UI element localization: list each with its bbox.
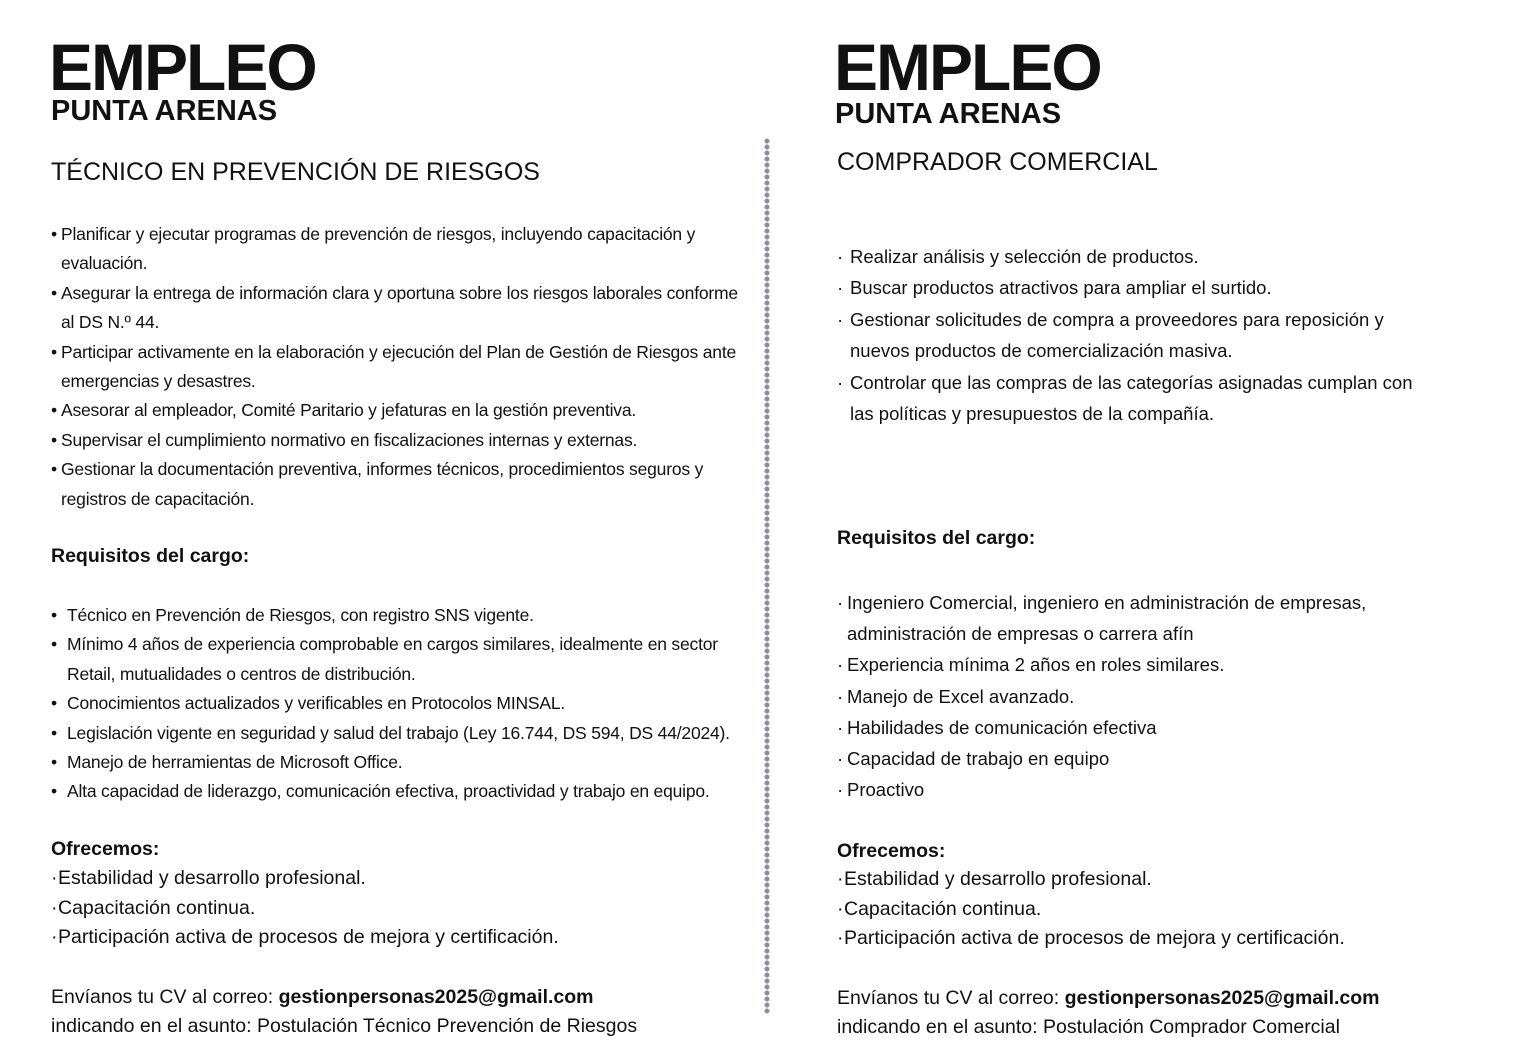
list-item — [51, 923, 751, 953]
bullet-mark: • — [51, 224, 57, 244]
list-item — [51, 279, 751, 338]
contact-email[interactable]: gestionpersonas2025@gmail.com — [278, 986, 594, 1008]
offer-list — [51, 864, 751, 953]
city-subtitle: PUNTA ARENAS — [835, 98, 1062, 130]
list-item — [51, 426, 751, 455]
list-item-text: Participar activamente en la elaboración y ejecución del Plan de Gestión de Riesgos ante emergencias y desastres. — [61, 341, 737, 392]
list-item-text: Gestionar solicitudes de compra a proveedores para reposición y nuevos productos de comercialización masiva. — [850, 308, 1384, 362]
bullet-mark: · — [837, 927, 844, 949]
list-item-text: Buscar productos atractivos para ampliar el surtido. — [850, 277, 1272, 299]
bullet-mark: · — [837, 308, 844, 330]
bullet-mark: · — [837, 748, 844, 770]
list-item-text: Realizar análisis y selección de productos. — [850, 246, 1199, 267]
bullet-mark: · — [837, 685, 844, 707]
list-item-text: Ingeniero Comercial, ingeniero en administración de empresas, administración de empresas o carrera afín — [847, 592, 1367, 645]
list-item-text: Proactivo — [847, 779, 925, 801]
bullet-mark: • — [51, 341, 57, 362]
list-item — [837, 367, 1437, 430]
list-item-text: Capacidad de trabajo en equipo — [847, 748, 1110, 770]
job-title: COMPRADOR COMERCIAL — [837, 148, 1158, 176]
contact-block — [837, 984, 1497, 1042]
bullet-mark: · — [837, 868, 844, 890]
list-item — [51, 338, 751, 397]
bullet-mark: · — [51, 926, 58, 948]
bullet-mark: • — [51, 400, 57, 421]
contact-email[interactable]: gestionpersonas2025@gmail.com — [1064, 987, 1380, 1009]
bullet-mark: • — [51, 781, 57, 802]
list-item — [51, 689, 751, 718]
dotted-divider — [764, 138, 770, 1014]
list-item — [51, 601, 751, 630]
bullet-mark: · — [837, 246, 844, 267]
offer-heading: Ofrecemos: — [837, 840, 946, 862]
list-item — [51, 455, 751, 514]
list-item-text: Supervisar el cumplimiento normativo en fiscalizaciones internas y externas. — [61, 429, 638, 450]
requirements-list — [51, 601, 751, 807]
list-item-text: Estabilidad y desarrollo profesional. — [844, 868, 1152, 890]
list-item-text: Capacitación continua. — [844, 897, 1042, 920]
list-item-text: Habilidades de comunicación efectiva — [847, 716, 1157, 738]
contact-prefix: Envíanos tu CV al correo: — [51, 986, 274, 1008]
bullet-mark: • — [51, 282, 57, 303]
list-item — [51, 220, 751, 279]
list-item — [837, 865, 1497, 895]
list-item — [837, 304, 1437, 367]
list-item-text: Legislación vigente en seguridad y salud del trabajo (Ley 16.744, DS 594, DS 44/2024). — [67, 722, 730, 743]
list-item — [837, 895, 1497, 925]
list-item-text: Controlar que las compras de las categorías asignadas cumplan con las políticas y presupuestos de la compañía. — [850, 371, 1413, 425]
bullet-mark: · — [837, 592, 844, 613]
list-item — [51, 630, 751, 689]
list-item — [837, 649, 1417, 680]
offer-list — [837, 865, 1497, 954]
requirements-heading: Requisitos del cargo: — [837, 527, 1036, 549]
list-item-text: Participación activa de procesos de mejora y certificación. — [58, 926, 559, 948]
list-item — [837, 587, 1417, 649]
list-item-text: Planificar y ejecutar programas de prevención de riesgos, incluyendo capacitación y evaluación. — [61, 224, 696, 274]
job-title: TÉCNICO EN PREVENCIÓN DE RIESGOS — [51, 158, 540, 186]
bullet-mark: · — [837, 897, 844, 920]
list-item-text: Gestionar la documentación preventiva, informes técnicos, procedimientos seguros y registros de capacitación. — [61, 459, 704, 509]
list-item — [837, 924, 1497, 954]
list-item-text: Experiencia mínima 2 años en roles similares. — [847, 654, 1225, 676]
bullet-mark: • — [51, 634, 57, 655]
list-item-text: Técnico en Prevención de Riesgos, con registro SNS vigente. — [67, 605, 534, 625]
contact-prefix: Envíanos tu CV al correo: — [837, 987, 1060, 1009]
list-item — [837, 712, 1417, 743]
list-item-text: Alta capacidad de liderazgo, comunicación efectiva, proactividad y trabajo en equipo. — [67, 781, 710, 802]
list-item — [51, 777, 751, 806]
list-item — [837, 241, 1437, 272]
brand-title: EMPLEO — [49, 30, 316, 104]
brand-title: EMPLEO — [834, 30, 1101, 104]
list-item — [51, 864, 751, 894]
bullet-mark: • — [51, 429, 57, 450]
bullet-mark: · — [837, 371, 844, 393]
subject-line: indicando en el asunto: Postulación Comprador Comercial — [837, 1016, 1340, 1038]
list-item — [837, 774, 1417, 805]
bullet-mark: • — [51, 752, 57, 773]
list-item — [837, 681, 1417, 712]
bullet-mark: • — [51, 722, 57, 743]
list-item-text: Conocimientos actualizados y verificables en Protocolos MINSAL. — [67, 693, 566, 714]
list-item — [51, 719, 751, 748]
list-item-text: Mínimo 4 años de experiencia comprobable en cargos similares, idealmente en sector Retail, mutualidades o centros de distribución. — [67, 634, 718, 684]
bullet-mark: · — [837, 716, 844, 738]
list-item-text: Estabilidad y desarrollo profesional. — [58, 867, 366, 889]
list-item-text: Participación activa de procesos de mejora y certificación. — [844, 927, 1345, 949]
list-item-text: Asegurar la entrega de información clara y oportuna sobre los riesgos laborales conforme al DS N.º 44. — [61, 282, 738, 333]
responsibilities-list — [837, 241, 1437, 429]
bullet-mark: · — [51, 867, 58, 889]
subject-line: indicando en el asunto: Postulación Técnico Prevención de Riesgos — [51, 1015, 638, 1037]
bullet-mark: • — [51, 459, 57, 480]
bullet-mark: • — [51, 693, 57, 714]
list-item-text: Manejo de herramientas de Microsoft Office. — [67, 752, 403, 773]
list-item — [837, 743, 1417, 774]
requirements-list — [837, 587, 1417, 805]
list-item-text: Capacitación continua. — [58, 896, 256, 919]
bullet-mark: • — [51, 605, 57, 625]
bullet-mark: · — [837, 779, 844, 801]
responsibilities-list — [51, 220, 751, 514]
list-item-text: Asesorar al empleador, Comité Paritario y jefaturas en la gestión preventiva. — [61, 400, 637, 421]
bullet-mark: · — [837, 277, 844, 299]
list-item — [51, 396, 751, 425]
contact-block — [51, 983, 751, 1041]
bullet-mark: · — [51, 896, 58, 919]
list-item-text: Manejo de Excel avanzado. — [847, 685, 1075, 707]
city-subtitle: PUNTA ARENAS — [51, 95, 278, 127]
list-item — [51, 748, 751, 777]
bullet-mark: · — [837, 654, 844, 676]
list-item — [837, 272, 1437, 303]
requirements-heading: Requisitos del cargo: — [51, 545, 250, 567]
list-item — [51, 894, 751, 924]
offer-heading: Ofrecemos: — [51, 838, 160, 860]
